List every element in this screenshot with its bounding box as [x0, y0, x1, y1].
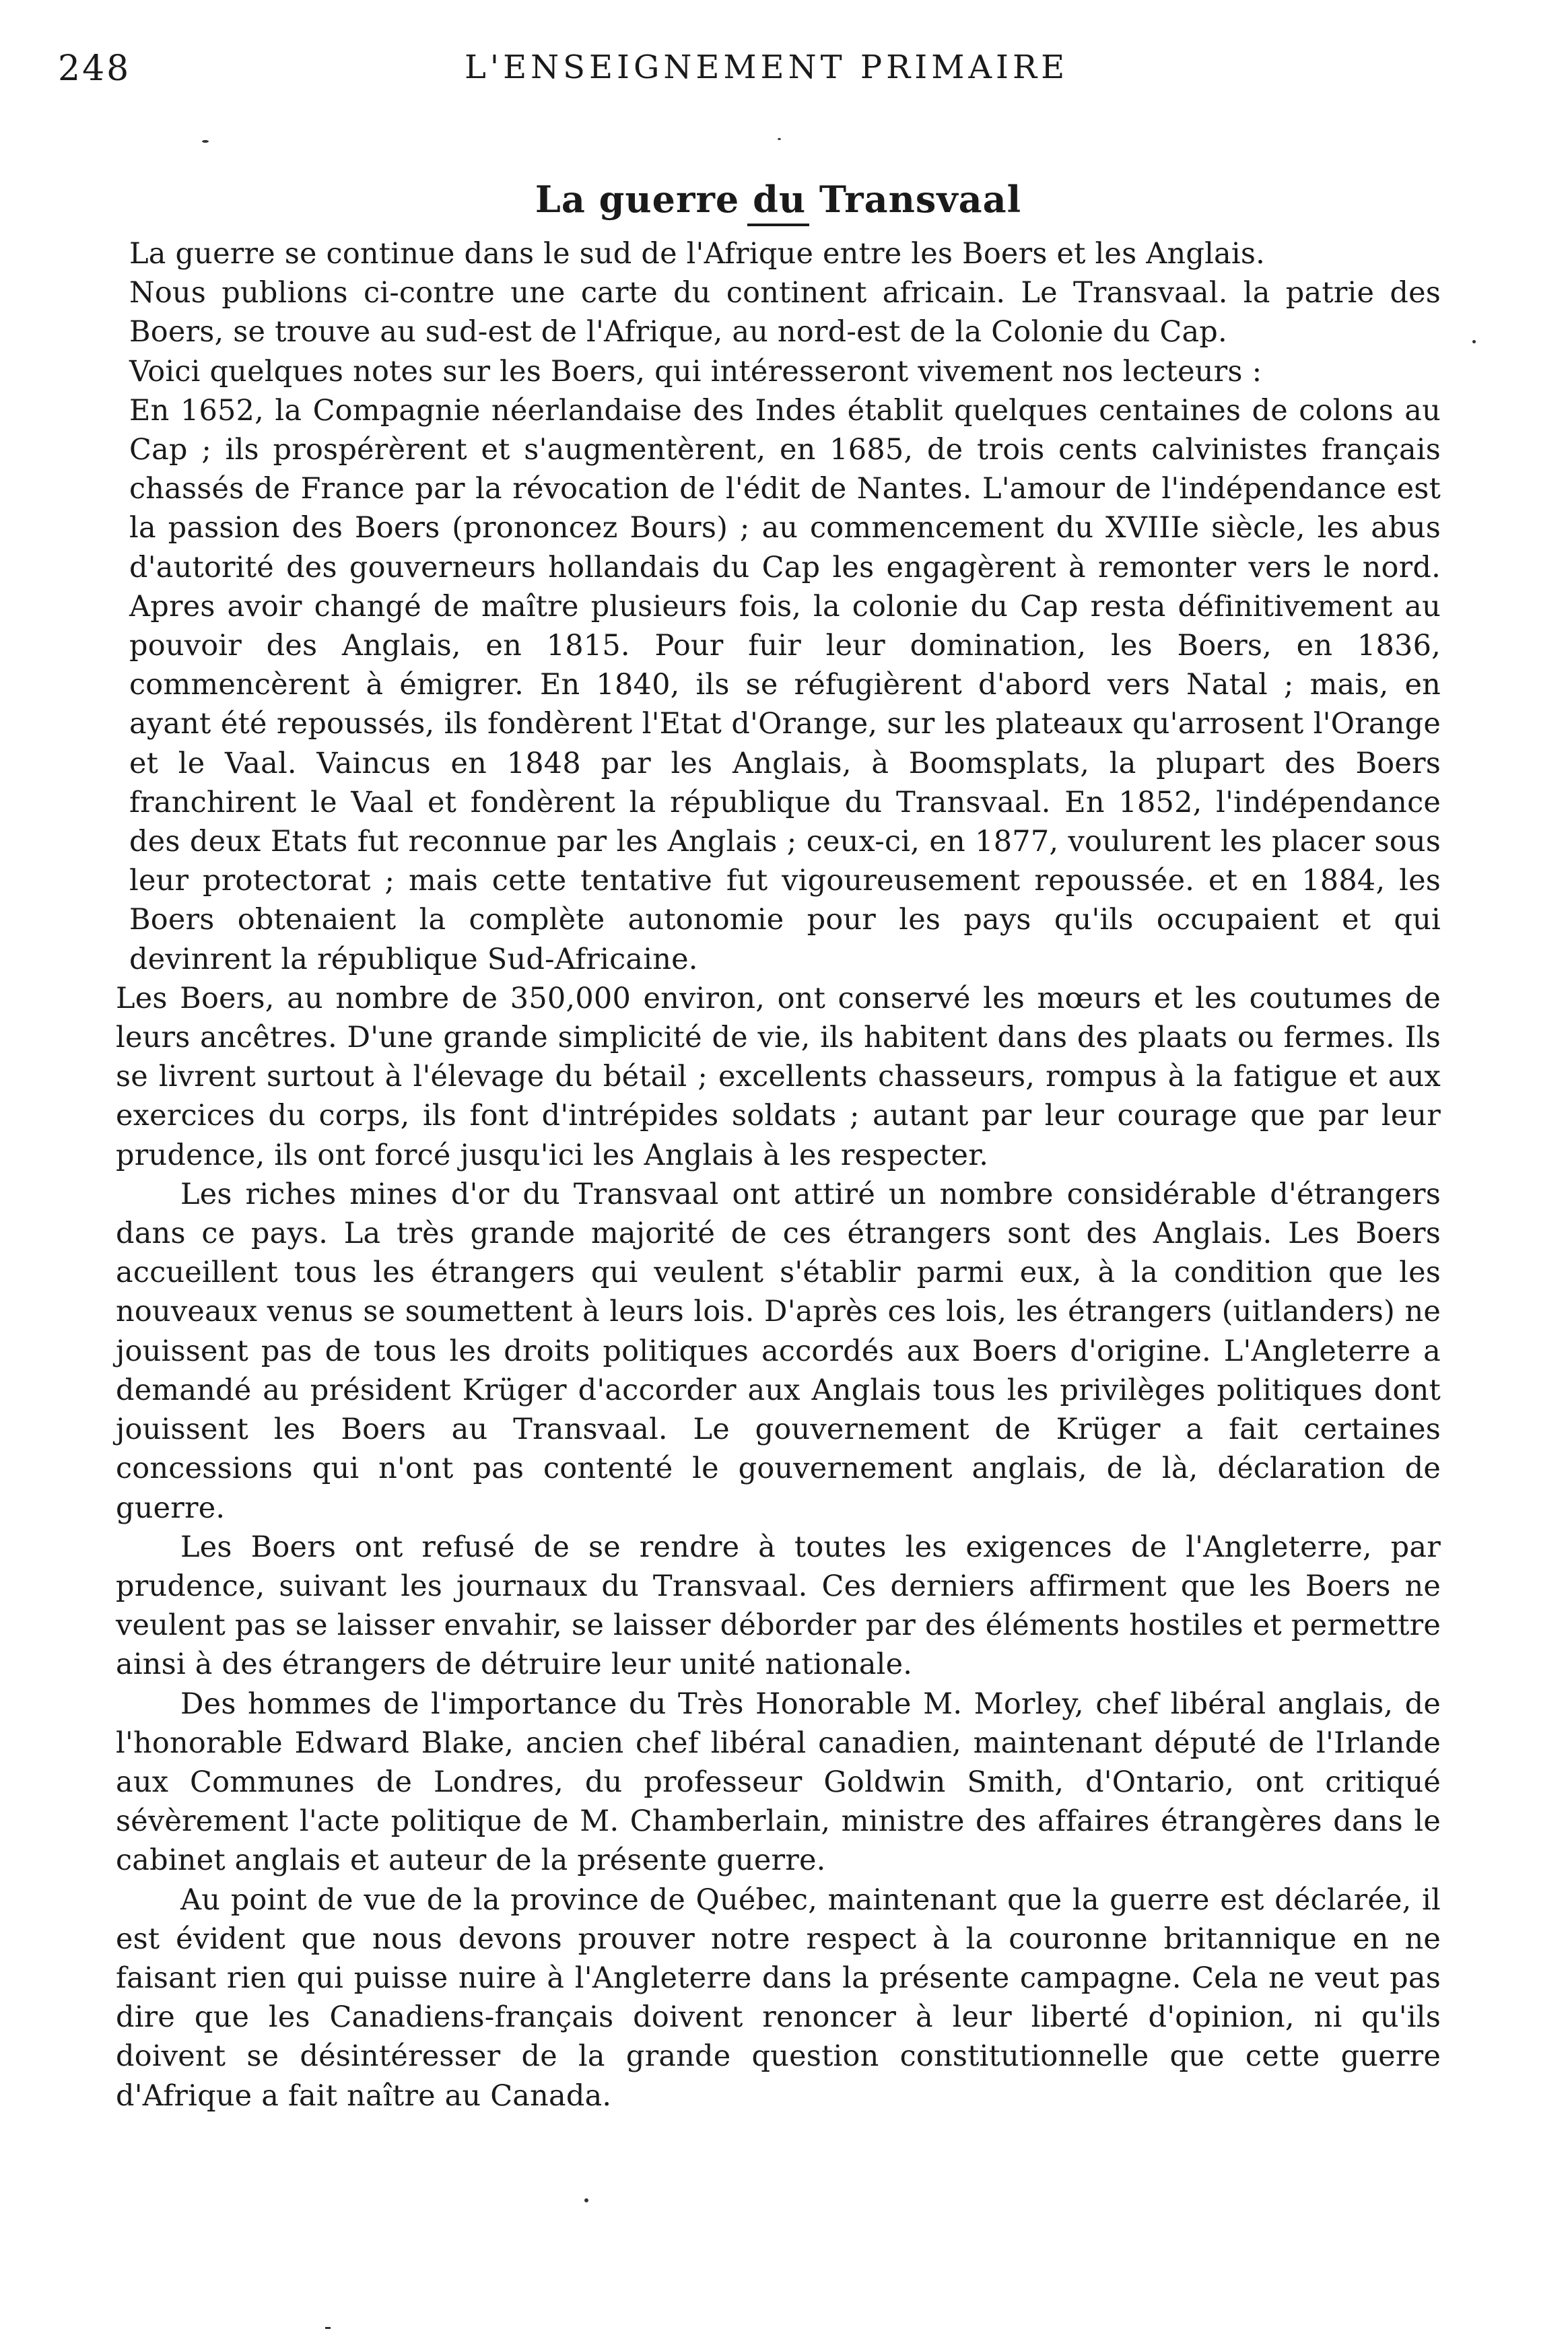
paragraph: Des hommes de l'importance du Très Honorable M. Morley, chef libéral anglais, de l'honorable Edward Blake, ancien chef libéral canadien, maintenant député de l'Irlande aux Communes de Londres, du professeur Goldwin Smith, d'Ontario, ont critiqué sévèrement l'acte politique de M. Chamberlain, ministre des affaires étrangères dans le cabinet anglais et auteur de la présente guerre. — [116, 1687, 1441, 1878]
article-body — [116, 234, 1441, 2116]
paragraph: Les Boers, au nombre de 350,000 environ, ont conservé les mœurs et les coutumes de leurs ancêtres. D'une grande simplicité de vie, ils habitent dans des plaats ou fermes. Ils se livrent surtout à l'élevage du bétail ; excellents chasseurs, rompus à la fatigue et aux exercices du corps, ils font d'intrépides soldats ; autant par leur courage que par leur prudence, ils ont forcé jusqu'ici les Anglais à les respecter. — [116, 981, 1441, 1172]
article — [116, 172, 1441, 2116]
paragraph: En 1652, la Compagnie néerlandaise des Indes établit quelques centaines de colons au Cap ; ils prospérèrent et s'augmentèrent, en 1685, de trois cents calvinistes français chassés de France par la révocation de l'édit de Nantes. L'amour de l'indépendance est la passion des Boers (prononcez Bours) ; au commencement du XVIIIe siècle, les abus d'autorité des gouverneurs hollandais du Cap les engagèrent à remonter vers le nord. Apres avoir changé de maître plusieurs fois, la colonie du Cap resta définitivement au pouvoir des Anglais, en 1815. Pour fuir leur domination, les Boers, en 1836, commencèrent à émigrer. En 1840, ils se réfugièrent d'abord vers Natal ; mais, en ayant été repoussés, ils fondèrent l'Etat d'Orange, sur les plateaux qu'arrosent l'Orange et le Vaal. Vaincus en 1848 par les Anglais, à Boomsplats, la plupart des Boers franchirent le Vaal et fondèrent la république du Transvaal. En 1852, l'indépendance des deux Etats fut reconnue par les Anglais ; ceux-ci, en 1877, voulurent les placer sous leur protectorat ; mais cette tentative fut vigoureusement repoussée. et en 1884, les Boers obtenaient la complète autonomie pour les pays qu'ils occupaient et qui devinrent la république Sud-Africaine. — [129, 393, 1441, 976]
paragraph: Les Boers ont refusé de se rendre à toutes les exigences de l'Angleterre, par prudence, suivant les journaux du Transvaal. Ces derniers affirment que les Boers ne veulent pas se laisser envahir, se laisser déborder par des éléments hostiles et permettre ainsi à des étrangers de détruire leur unité nationale. — [116, 1530, 1441, 1682]
paragraph: Voici quelques notes sur les Boers, qui intéresseront vivement nos lecteurs : — [129, 354, 1262, 388]
ink-speck — [1472, 340, 1476, 343]
paragraph: Les riches mines d'or du Transvaal ont attiré un nombre considérable d'étrangers dans ce pays. La très grande majorité de ces étrangers sont des Anglais. Les Boers accueillent tous les étrangers qui veulent s'établir parmi eux, à la condition que les nouveaux venus se soumettent à leurs lois. D'après ces lois, les étrangers (uitlanders) ne jouissent pas de tous les droits politiques accordés aux Boers d'origine. L'Angleterre a demandé au président Krüger d'accorder aux Anglais tous les privilèges politiques dont jouissent les Boers au Transvaal. Le gouvernement de Krüger a fait certaines concessions qui n'ont pas contenté le gouvernement anglais, de là, déclaration de guerre. — [116, 1177, 1441, 1525]
paragraph: La guerre se continue dans le sud de l'Afrique entre les Boers et les Anglais. — [129, 237, 1265, 271]
paragraph: Nous publions ci-contre une carte du continent africain. Le Transvaal. la patrie des Boers, se trouve au sud-est de l'Afrique, au nord-est de la Colonie du Cap. — [129, 276, 1441, 349]
paragraph: Au point de vue de la province de Québec, maintenant que la guerre est déclarée, il est évident que nous devons prouver notre respect à la couronne britannique en ne faisant rien qui puisse nuire à l'Angleterre dans la présente campagne. Cela ne veut pas dire que les Canadiens-français doivent renoncer à leur liberté d'opinion, ni qu'ils doivent se désintéresser de la grande question constitutionnelle que cette guerre d'Afrique a fait naître au Canada. — [116, 1883, 1441, 2113]
page-header — [0, 48, 1568, 102]
page-number: 248 — [58, 48, 131, 89]
article-title: La guerre du Transvaal — [535, 178, 1022, 221]
ink-speck — [325, 2327, 331, 2329]
ink-speck — [778, 138, 781, 140]
ink-speck — [202, 140, 209, 143]
running-title: L'ENSEIGNEMENT PRIMAIRE — [465, 48, 1069, 86]
ink-speck — [584, 2198, 588, 2202]
